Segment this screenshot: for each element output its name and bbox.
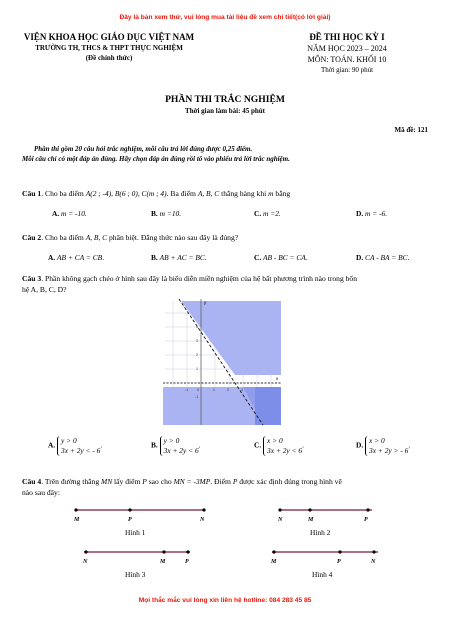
q3-option-b[interactable]: B. y > 0 3x + 2y < 6. — [151, 436, 201, 455]
figure-4-caption: Hình 4 — [312, 570, 333, 579]
question-2: Câu 2. Cho ba điểm A, B, C phân biệt. Đẳng thức nào sau đây là đúng? — [22, 233, 239, 242]
question-4: Câu 4. Trên đường thẳng MN lấy điểm P sao cho MN = -3MP. Điểm P được xác định đúng trong hình vẽ — [22, 477, 342, 486]
figure-3-line[interactable] — [80, 546, 200, 566]
svg-text:3: 3 — [241, 388, 243, 392]
q1-option-b[interactable]: B. m =10. — [151, 209, 182, 218]
svg-text:-1: -1 — [185, 388, 189, 392]
shade-above-line — [181, 301, 281, 375]
svg-text:M: M — [271, 559, 277, 565]
svg-text:-1: -1 — [195, 395, 199, 399]
q3-option-d[interactable]: D. x > 0 3x + 2y > - 6. — [356, 436, 411, 455]
svg-text:M: M — [160, 559, 166, 565]
svg-text:4: 4 — [196, 325, 198, 329]
hotline-banner: Mọi thắc mắc vui lòng xin liên hệ hotline: 084 283 45 85 — [138, 597, 312, 604]
question-3-line2: hệ A, B, C, D? — [22, 285, 67, 294]
x-axis-label: x — [276, 376, 279, 381]
section-time: Thời gian làm bài: 45 phút — [185, 107, 265, 115]
q2-option-c[interactable]: C. AB - BC = CA. — [254, 253, 308, 262]
svg-text:2: 2 — [227, 388, 229, 392]
solution-region-graph — [163, 297, 283, 427]
instruction-2: Mỗi câu chỉ có một đáp án đúng. Hãy chọn đáp án đúng rồi tô vào phiếu trả lời trắc nghiệm. — [22, 155, 290, 163]
svg-text:3: 3 — [196, 339, 198, 343]
svg-text:N: N — [83, 559, 88, 565]
exam-title: ĐỀ THI HỌC KỲ I — [309, 32, 385, 42]
figure-2-line[interactable] — [276, 504, 386, 524]
org-name: VIỆN KHOA HỌC GIÁO DỤC VIỆT NAM — [23, 32, 195, 42]
q2-option-b[interactable]: B. AB + AC = BC. — [151, 253, 207, 262]
q3-option-c[interactable]: C. x > 0 3x + 2y < 6. — [254, 436, 304, 455]
official-note: (Đề chính thức) — [85, 54, 133, 62]
svg-text:P: P — [185, 559, 189, 565]
svg-text:0: 0 — [197, 388, 199, 392]
svg-text:P: P — [128, 517, 132, 523]
figure-2-caption: Hình 2 — [310, 528, 331, 537]
figure-3-caption: Hình 3 — [125, 570, 146, 579]
svg-text:P: P — [364, 517, 368, 523]
instruction-1: Phần thi gồm 20 câu hỏi trắc nghiệm, mỗi câu trả lời đúng được 0,25 điểm. — [34, 145, 253, 153]
question-1: Câu 1. Cho ba điểm A(2 ; -4), B(6 ; 0), C(m ; 4). Ba điểm A, B, C thẳng hàng khi m bằng — [22, 189, 291, 198]
section-title: PHẦN THI TRẮC NGHIỆM — [165, 94, 285, 105]
svg-text:M: M — [74, 517, 80, 523]
y-axis-label: y — [204, 300, 207, 305]
svg-text:N: N — [200, 517, 205, 523]
svg-text:N: N — [371, 559, 376, 565]
q3-option-a[interactable]: A. y > 0 3x + 2y < - 6. — [48, 436, 103, 455]
subject: MÔN: TOÁN. KHỐI 10 — [307, 55, 387, 64]
question-3: Câu 3. Phần không gạch chéo ở hình sau đây là biểu diễn miền nghiệm của hệ bất phương trình nào trong bốn — [22, 274, 358, 283]
svg-text:M: M — [308, 517, 314, 523]
svg-text:1: 1 — [196, 367, 198, 371]
q1-option-d[interactable]: D. m = -6. — [356, 209, 388, 218]
figure-4-line[interactable] — [268, 546, 388, 566]
svg-text:N: N — [278, 517, 283, 523]
q2-option-d[interactable]: D. CA - BA = BC. — [356, 253, 410, 262]
figure-1-line[interactable] — [72, 504, 212, 524]
svg-text:1: 1 — [213, 388, 215, 392]
figure-1-caption: Hình 1 — [125, 528, 146, 537]
svg-text:P: P — [337, 559, 341, 565]
svg-text:2: 2 — [196, 353, 198, 357]
preview-banner: Đây là bản xem thử, vui lòng mua tài liệu đề xem chi tiết(có lời giải) — [119, 14, 331, 21]
q1-option-a[interactable]: A. m = -10. — [52, 209, 87, 218]
question-4-line2: nào sau đây: — [22, 488, 60, 497]
q2-option-a[interactable]: A. AB + CA = CB. — [48, 253, 105, 262]
q1-option-c[interactable]: C. m =2. — [254, 209, 281, 218]
duration: Thời gian: 90 phút — [320, 66, 374, 74]
school-name: TRƯỜNG TH, THCS & THPT THỰC NGHIỆM — [35, 44, 183, 52]
school-year: NĂM HỌC 2023 – 2024 — [307, 44, 387, 53]
exam-code: Mã đề: 121 — [394, 126, 428, 134]
